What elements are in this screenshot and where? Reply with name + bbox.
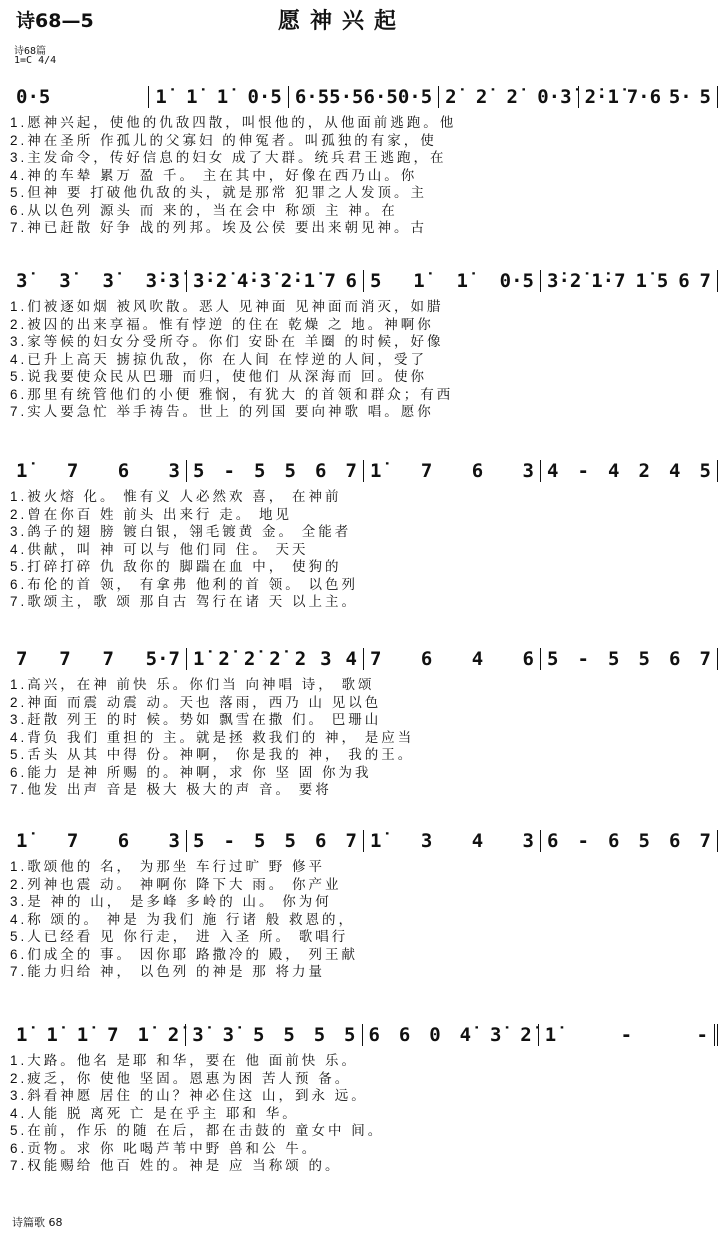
lyric-text: 3.赶散 列王 的时 候。势如 飘雪在撒 们。 巴珊山 — [10, 712, 382, 727]
lyric-text: 5.打碎打碎 仇 敌你的 脚踹在血 中， 使狗的 — [10, 559, 342, 574]
note: 7 — [59, 648, 71, 670]
note: 4 — [345, 648, 357, 670]
note: 1̇ — [16, 1024, 28, 1046]
lyric-line — [10, 1087, 718, 1105]
lyric-line — [10, 132, 718, 150]
measure — [10, 86, 149, 108]
note: 3̇ — [222, 1024, 235, 1046]
lyric-text: 6.能力 是神 所赐 的。神啊，求 你 坚 固 你为我 — [10, 764, 372, 780]
score-system — [10, 262, 718, 421]
lyric-line — [10, 876, 718, 894]
note: 6 — [608, 830, 620, 852]
lyric-line — [10, 1157, 718, 1175]
note: 3̇·2̇ — [547, 270, 582, 292]
source-label: 诗68篇 — [14, 46, 47, 57]
note: 3 — [168, 830, 180, 852]
note: - — [223, 460, 235, 482]
measure — [10, 648, 187, 670]
note: 4 — [608, 460, 620, 482]
lyric-line — [10, 541, 718, 559]
note: 6 — [420, 648, 433, 670]
lyric-text: 4.供献，叫 神 可以与 他们同 住。 天天 — [10, 541, 309, 557]
footer-label: 诗篇歌 68 — [12, 1216, 63, 1229]
measure — [187, 270, 364, 292]
lyric-line — [10, 386, 718, 404]
note: 2̇·1̇ — [584, 86, 619, 108]
note: 1̇ — [370, 460, 382, 482]
note: - — [696, 1024, 708, 1046]
measure — [289, 86, 439, 108]
note: 6 — [398, 1024, 411, 1046]
note: 7 — [66, 830, 79, 852]
measure — [364, 830, 541, 852]
note: 3̇·3̇ — [145, 270, 180, 292]
note: 5 — [370, 270, 382, 292]
note: 7 — [16, 648, 28, 670]
note: 0·5 — [499, 270, 534, 292]
measure — [541, 460, 718, 482]
measure — [186, 1024, 362, 1046]
lyric-line — [10, 506, 718, 524]
note: 5 — [193, 460, 205, 482]
lyric-line — [10, 403, 718, 421]
lyric-line — [10, 781, 718, 799]
lyric-text: 4.神的车辇 累万 盈 千。 主在其中，好像在西乃山。你 — [10, 167, 418, 183]
measure — [364, 460, 541, 482]
note: 1̇ — [186, 86, 198, 108]
lyric-line — [10, 764, 718, 782]
note: 6 — [522, 648, 534, 670]
lyric-text: 6.从以色列 源头 而 来的，当在会中 称颂 主 神。在 — [10, 202, 398, 218]
note: - — [223, 830, 235, 852]
lyric-text: 5.人已经看 见 你行走， 进 入圣 所。 歌唱行 — [10, 929, 349, 944]
lyric-text: 6.布伦的首 领， 有拿弗 他利的首 领。 以色列 — [10, 576, 359, 592]
note: 3 — [522, 830, 534, 852]
measure — [187, 830, 364, 852]
key-signature: 1=C 4/4 — [14, 55, 57, 66]
lyric-line — [10, 333, 718, 351]
note: 6 — [315, 460, 327, 482]
lyric-line — [10, 576, 718, 594]
lyric-line — [10, 202, 718, 220]
score-system — [10, 1016, 718, 1175]
note: 7 — [699, 270, 711, 292]
measure — [364, 648, 541, 670]
note: 0·5 — [397, 86, 433, 108]
lyric-line — [10, 167, 718, 185]
lyric-text: 7.他发 出声 音是 极大 极大的声 音。 要将 — [10, 782, 332, 797]
note: 5 — [283, 1024, 295, 1046]
note: 5 — [638, 648, 650, 670]
note: 6 — [117, 830, 130, 852]
score-system — [10, 78, 718, 237]
note: 7 — [107, 1024, 119, 1046]
score-system — [10, 452, 718, 611]
measure — [364, 270, 541, 292]
note: 2̇ — [167, 1024, 180, 1046]
lyric-text: 5.但神 要 打破他仇敌的头，就是那常 犯罪之人发顶。主 — [10, 185, 428, 200]
lyric-text: 3.主发命令，传好信息的妇女 成了大群。统兵君王逃跑，在 — [10, 150, 447, 165]
lyric-text: 1.被火熔 化。 惟有义 人必然欢 喜， 在神前 — [10, 489, 342, 504]
note: 4 — [669, 460, 681, 482]
lyric-line — [10, 1070, 718, 1088]
lyric-text: 6.那里有统管他们的小便 雅悯，有犹大 的首领和群众；有西 — [10, 386, 454, 402]
note: 7 — [370, 648, 382, 670]
note: 1̇ — [635, 270, 647, 292]
note: 2̇ — [269, 648, 281, 670]
measure — [187, 460, 364, 482]
measure — [439, 86, 578, 108]
note: 5 — [344, 1024, 356, 1046]
hymn-code: 诗68—5 — [16, 10, 94, 32]
note: 7 — [699, 648, 711, 670]
notation-line — [10, 1022, 718, 1046]
note: 2̇·1̇ — [280, 270, 316, 292]
measure — [579, 86, 718, 108]
score-system — [10, 640, 718, 799]
notation-line — [10, 458, 718, 482]
lyric-line — [10, 593, 718, 611]
lyric-line — [10, 694, 718, 712]
hymn-title: 愿神兴起 — [278, 9, 407, 34]
lyric-line — [10, 963, 718, 981]
lyric-line — [10, 368, 718, 386]
note: 3 — [522, 460, 534, 482]
lyric-line — [10, 149, 718, 167]
lyric-line — [10, 946, 718, 964]
lyric-text: 7.神已赶散 好争 战的列邦。埃及公侯 要出来朝见神。古 — [10, 220, 428, 235]
note: 5 — [252, 1024, 265, 1046]
note: 1̇ — [46, 1024, 58, 1046]
note: - — [577, 460, 589, 482]
note: 5 — [284, 460, 296, 482]
measure — [10, 460, 187, 482]
note: 2̇ — [475, 86, 488, 108]
note: 1̇ — [370, 830, 382, 852]
lyric-line — [10, 1105, 718, 1123]
note: 1̇ — [16, 460, 28, 482]
lyric-text: 4.已升上高天 掳掠仇敌，你 在人间 在悖逆的人间，受了 — [10, 351, 428, 367]
note: 0·5 — [247, 86, 282, 108]
lyric-text: 2.神面 而震 动震 动。天也 落雨，西乃 山 见以色 — [10, 694, 382, 710]
note: 4 — [547, 460, 559, 482]
note: 5 — [699, 86, 711, 108]
lyric-line — [10, 1122, 718, 1140]
lyric-line — [10, 558, 718, 576]
lyric-text: 1.歌颂他的 名， 为那坐 车行过旷 野 修平 — [10, 859, 326, 874]
note: 6·5 — [363, 86, 398, 108]
note: 0·3̇ — [537, 86, 572, 108]
notation-line — [10, 268, 718, 292]
note: 6 — [345, 270, 357, 292]
note: 3̇ — [192, 1024, 204, 1046]
note: 5 — [193, 830, 205, 852]
lyric-text: 6.们成全的 事。 因你耶 路撒冷的 殿， 列王献 — [10, 946, 359, 962]
note: 6 — [547, 830, 559, 852]
note: 2 — [638, 460, 650, 482]
note: 3̇ — [102, 270, 114, 292]
lyric-text: 2.列神也震 动。 神啊你 降下大 雨。 你产业 — [10, 876, 342, 892]
lyric-text: 2.曾在你百 姓 前头 出来行 走。 地见 — [10, 506, 293, 522]
lyric-text: 5.说我要使众民从巴珊 而归，使他们 从深海而 回。使你 — [10, 369, 428, 384]
lyric-text: 3.是 神的 山， 是多峰 多岭的 山。 你为何 — [10, 894, 332, 909]
measure — [541, 648, 718, 670]
lyric-line — [10, 184, 718, 202]
note: 6 — [315, 830, 327, 852]
lyric-text: 2.被囚的出来享福。惟有悖逆 的住在 乾燥 之 地。神啊你 — [10, 316, 434, 332]
lyric-text: 2.神在圣所 作孤儿的父寡妇 的伸冤者。叫孤独的有家，使 — [10, 132, 437, 148]
note: 3 — [320, 648, 332, 670]
note: 5 — [608, 648, 620, 670]
note: 3 — [168, 460, 180, 482]
note: 6 — [368, 1024, 380, 1046]
note: - — [577, 648, 589, 670]
lyric-line — [10, 1052, 718, 1070]
note: 2̇ — [520, 1024, 532, 1046]
note: 1̇ — [456, 270, 468, 292]
note: 7 — [345, 830, 357, 852]
lyric-text: 1.愿神兴起，使他的仇敌四散，叫恨他的，从他面前逃跑。他 — [10, 115, 457, 130]
measure — [10, 830, 187, 852]
lyric-line — [10, 746, 718, 764]
measure — [10, 1024, 186, 1046]
note: 5 — [547, 648, 559, 670]
measure — [539, 1024, 718, 1046]
note: 6 — [471, 460, 484, 482]
lyric-line — [10, 893, 718, 911]
lyric-text: 7.实人要急忙 举手祷告。世上 的列国 要向神歌 唱。愿你 — [10, 404, 434, 419]
note: 1̇ — [544, 1024, 557, 1046]
note: 4̇·3̇ — [236, 270, 272, 292]
note: 2̇ — [506, 86, 518, 108]
note: 2 — [294, 648, 307, 670]
lyric-line — [10, 858, 718, 876]
lyric-line — [10, 729, 718, 747]
note: 1̇ — [137, 1024, 149, 1046]
note: 5 — [254, 830, 266, 852]
note: 1̇ — [16, 830, 28, 852]
note: 5·7 — [145, 648, 180, 670]
note: 3̇·2̇ — [193, 270, 228, 292]
measure — [187, 648, 364, 670]
lyric-line — [10, 676, 718, 694]
note: 5 — [699, 460, 711, 482]
note: 1̇ — [76, 1024, 89, 1046]
note: 5 — [656, 270, 669, 292]
lyric-line — [10, 1140, 718, 1158]
note: 3̇ — [16, 270, 28, 292]
score-system — [10, 822, 718, 981]
note: 1̇ — [193, 648, 205, 670]
measure — [541, 830, 718, 852]
lyric-text: 2.疲乏，你 使他 坚固。恩惠为困 苦人预 备。 — [10, 1070, 352, 1086]
notation-line — [10, 828, 718, 852]
note: 6 — [678, 270, 690, 292]
lyric-line — [10, 114, 718, 132]
note: 5 — [638, 830, 650, 852]
note: 4̇ — [459, 1024, 472, 1046]
note: 2̇ — [218, 648, 230, 670]
lyric-text: 6.贡物。求 你 叱喝芦苇中野 兽和公 牛。 — [10, 1140, 319, 1156]
note: 5 — [284, 830, 296, 852]
lyric-text: 3.家等候的妇女分受所夺。你们 安卧在 羊圈 的时候，好像 — [10, 334, 444, 349]
lyric-text: 7.权能赐给 他百 姓的。神是 应 当称颂 的。 — [10, 1158, 342, 1173]
measure — [541, 270, 718, 292]
lyric-line — [10, 219, 718, 237]
lyric-text: 5.在前，作乐 的随 在后，都在击鼓的 童女中 间。 — [10, 1123, 385, 1138]
lyric-text: 1.高兴，在神 前快 乐。你们当 向神唱 诗， 歌颂 — [10, 677, 375, 692]
note: - — [577, 830, 589, 852]
lyric-text: 4.人能 脱 离死 亡 是在乎主 耶和 华。 — [10, 1105, 299, 1121]
note: 6 — [669, 830, 681, 852]
lyric-line — [10, 298, 718, 316]
note: 7·6 — [626, 86, 662, 108]
note: 7 — [699, 830, 711, 852]
note: 0 — [429, 1024, 441, 1046]
note: 1̇·7 — [591, 270, 626, 292]
note: 6 — [669, 648, 681, 670]
lyric-text: 1.大路。他名 是耶 和华，要在 他 面前快 乐。 — [10, 1053, 359, 1068]
note: 4 — [471, 830, 484, 852]
note: 5· — [668, 86, 692, 108]
note: 1̇ — [413, 270, 425, 292]
note: 3̇ — [59, 270, 71, 292]
lyric-text: 4.背负 我们 重担的 主。就是拯 救我们的 神， 是应当 — [10, 729, 415, 745]
note: 4 — [471, 648, 484, 670]
lyric-line — [10, 351, 718, 369]
lyric-text: 3.鸽子的翅 膀 镀白银，翎毛镀黄 金。 全能者 — [10, 524, 352, 539]
lyric-text: 1.们被逐如烟 被风吹散。恶人 见神面 见神面而消灭，如腊 — [10, 299, 444, 314]
lyric-line — [10, 928, 718, 946]
note: 5 — [254, 460, 266, 482]
note: 3̇ — [489, 1024, 502, 1046]
measure — [363, 1024, 539, 1046]
lyric-line — [10, 911, 718, 929]
note: 1̇ — [155, 86, 167, 108]
notation-line — [10, 646, 718, 670]
note: 5 — [313, 1024, 326, 1046]
note: 7 — [66, 460, 79, 482]
lyric-text: 5.舌头 从其 中得 份。神啊， 你是我的 神， 我的王。 — [10, 747, 415, 762]
note: - — [620, 1024, 633, 1046]
note: 7 — [420, 460, 433, 482]
note: 3 — [420, 830, 433, 852]
lyric-line — [10, 488, 718, 506]
note: 5·5 — [329, 86, 364, 108]
measure — [10, 270, 187, 292]
lyric-line — [10, 523, 718, 541]
note: 1̇ — [216, 86, 229, 108]
note: 2̇ — [243, 648, 256, 670]
note: 7 — [345, 460, 357, 482]
note: 6·5 — [294, 86, 330, 108]
note: 2̇ — [445, 86, 457, 108]
lyric-text: 3.斜看神愿 居住 的山？神必住这 山，到永 远。 — [10, 1088, 368, 1103]
lyric-line — [10, 316, 718, 334]
notation-line — [10, 84, 718, 108]
note: 7 — [102, 648, 114, 670]
note: 7 — [324, 270, 336, 292]
measure — [149, 86, 288, 108]
lyric-text: 7.歌颂主，歌 颂 那自古 驾行在诸 天 以上主。 — [10, 594, 359, 609]
note: 0·5 — [16, 86, 51, 108]
lyric-text: 4.称 颂的。 神是 为我们 施 行诸 般 救恩的， — [10, 911, 356, 927]
lyric-text: 7.能力归给 神， 以色列 的神是 那 将力量 — [10, 964, 326, 979]
lyric-line — [10, 711, 718, 729]
note: 6 — [117, 460, 130, 482]
